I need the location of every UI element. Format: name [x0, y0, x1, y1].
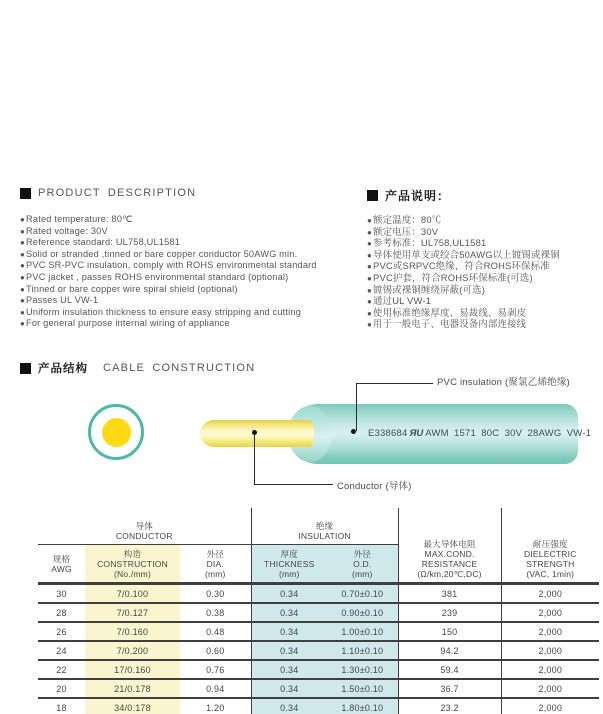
- list-item: ● 用于一般电子、电器设备内部连接线: [367, 318, 560, 330]
- list-item: ● 使用标准绝缘厚度、易裁线、易剥皮: [367, 307, 560, 319]
- cable-construction-header: [20, 360, 255, 376]
- dia-column-header: 外径 DIA. (mm): [180, 545, 251, 584]
- conductor-label: Conductor (导体): [337, 481, 412, 492]
- list-item: ● For general purpose internal wiring of appliance: [20, 318, 317, 330]
- od-column-header: 外径 O.D. (mm): [327, 545, 398, 584]
- product-description-cn-header: [367, 187, 450, 204]
- list-item: ● Tinned or bare copper wire spiral shield (optional): [20, 284, 317, 296]
- conductor-rod: [200, 420, 314, 447]
- product-description-cn-list: [367, 214, 560, 330]
- list-item: ● Solid or stranded ,tinned or bare copper conductor 50AWG min.: [20, 249, 317, 261]
- construction-title-cn: 产品结构: [38, 363, 88, 375]
- awg-column-header: 规格 AWG: [38, 545, 85, 584]
- list-item: ● PVC或SRPVC绝缘，符合ROHS环保标准: [367, 260, 560, 272]
- list-item: ● 额定温度：80℃: [367, 214, 560, 226]
- product-description-header: [20, 187, 196, 199]
- ul-recognized-icon: ЯU: [409, 428, 424, 439]
- list-item: ● Rated temperature: 80℃: [20, 214, 317, 226]
- section-marker-icon: [20, 188, 31, 199]
- thickness-column-header: 厚度 THICKNESS (mm): [251, 545, 327, 584]
- insulation-group-header: 绝缘 INSULATION: [251, 508, 398, 545]
- list-item: ● PVC护套，符合ROHS环保标准(可选): [367, 272, 560, 284]
- section-marker-icon: [20, 363, 31, 374]
- list-item: ● Rated voltage: 30V: [20, 226, 317, 238]
- cable-spec-text: AWM 1571 80C 30V 28AWG VW-1: [425, 428, 592, 439]
- section-title-cn: 产品说明：: [385, 189, 451, 203]
- section-title-en: PRODUCT DESCRIPTION: [38, 187, 197, 199]
- conductor-group-header: 导体 CONDUCTOR: [38, 508, 251, 545]
- table-row: 22 17/0.160 0.76 0.34 1.30±0.10 59.4 2,000: [38, 660, 599, 679]
- ul-file-number: E338684: [368, 428, 408, 439]
- dielectric-column-header: 耐压强度 DIELECTRIC STRENGTH (VAC, 1min): [501, 508, 599, 584]
- table-row: 18 34/0.178 1.20 0.34 1.80±0.10 23.2 2,000: [38, 698, 599, 714]
- leader-line: [254, 484, 333, 485]
- pvc-insulation-label: PVC insulation (聚氯乙烯绝缘): [437, 377, 570, 388]
- cable-print-text: [368, 428, 591, 439]
- list-item: ● 通过UL VW-1: [367, 295, 560, 307]
- list-item: ● 参考标准：UL758,UL1581: [367, 237, 560, 249]
- list-item: ● Passes UL VW-1: [20, 295, 317, 307]
- list-item: ● PVC SR-PVC insulation, comply with ROHS environmental standard: [20, 260, 317, 272]
- list-item: ● Reference standard: UL758,UL1581: [20, 237, 317, 249]
- leader-line: [254, 433, 255, 484]
- list-item: ● 额定电压：30V: [367, 226, 560, 238]
- leader-dot: [351, 429, 356, 434]
- construction-title-en: CABLE CONSTRUCTION: [103, 362, 256, 374]
- table-row: 30 7/0.100 0.30 0.34 0.70±0.10 381 2,000: [38, 584, 599, 604]
- resistance-column-header: 最大导体电阻 MAX.COND. RESISTANCE (Ω/km,20℃,DC): [398, 508, 501, 584]
- table-group-header-row: [38, 508, 599, 545]
- table-row: 26 7/0.160 0.48 0.34 1.00±0.10 150 2,000: [38, 622, 599, 641]
- section-marker-icon: [367, 190, 378, 201]
- list-item: ● Uniform insulation thickness to ensure easy stripping and cutting: [20, 307, 317, 319]
- leader-line: [356, 383, 433, 384]
- table-row: 20 21/0.178 0.94 0.34 1.50±0.10 36.7 2,000: [38, 679, 599, 698]
- leader-line: [356, 383, 357, 431]
- table-row: 24 7/0.200 0.60 0.34 1.10±0.10 94.2 2,000: [38, 641, 599, 660]
- product-description-list: [20, 214, 317, 330]
- list-item: ● PVC jacket , passes ROHS environmental standard (optional): [20, 272, 317, 284]
- cable-cross-section-diagram: [88, 404, 144, 460]
- list-item: ● 镀锡或裸铜缠绕屏蔽(可选): [367, 284, 560, 296]
- conductor-core: [102, 418, 131, 447]
- spec-table: [38, 508, 599, 714]
- construction-column-header: 构造 CONSTRUCTION (No./mm): [85, 545, 180, 584]
- table-row: 28 7/0.127 0.38 0.34 0.90±0.10 239 2,000: [38, 603, 599, 622]
- list-item: ● 导体使用单支或绞合50AWG以上镀锡或裸铜: [367, 249, 560, 261]
